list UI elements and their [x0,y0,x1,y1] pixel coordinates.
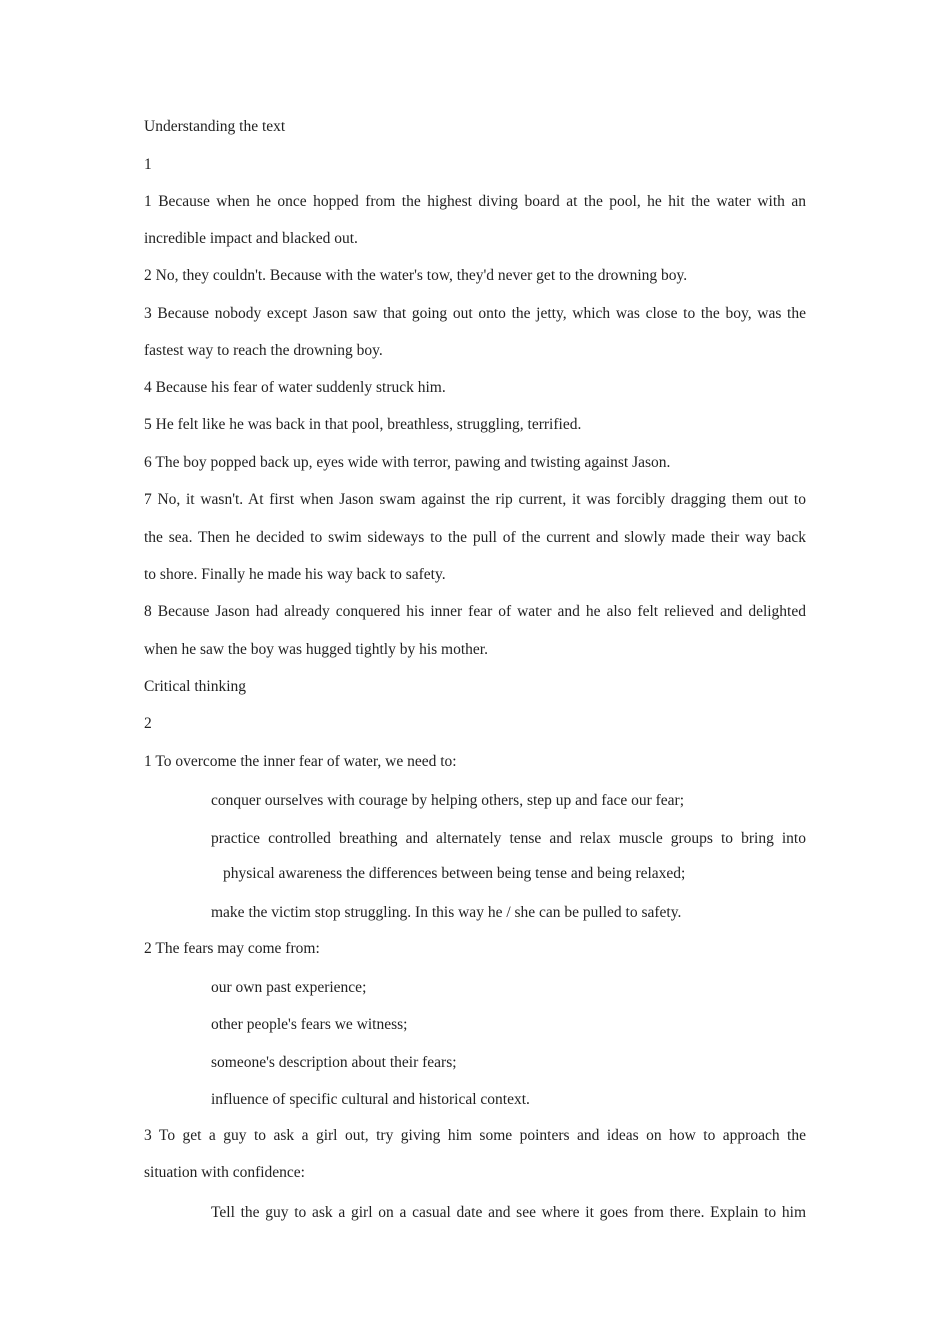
answer-7-line-2: the sea. Then he decided to swim sideways to the pull of the current and slowly made their way back [144,529,806,546]
answer-7-line-1: 7 No, it wasn't. At first when Jason swam against the rip current, it was forcibly dragging them out to [144,491,806,508]
answer-6: 6 The boy popped back up, eyes wide with terror, pawing and twisting against Jason. [144,454,671,471]
answer-8-line-1: 8 Because Jason had already conquered his inner fear of water and he also felt relieved and delighted [144,603,806,620]
question-2-intro: 2 The fears may come from: [144,940,320,957]
answer-5: 5 He felt like he was back in that pool, breathless, struggling, terrified. [144,416,582,433]
section-heading-critical-thinking: Critical thinking [144,678,247,695]
question-1-intro: 1 To overcome the inner fear of water, we need to: [144,753,457,770]
answer-3-line-2: fastest way to reach the drowning boy. [144,342,383,359]
section-number-2: 2 [144,715,152,732]
question-1-bullet-2-line-2: physical awareness the differences between being tense and being relaxed; [223,865,686,882]
answer-1-line-1: 1 Because when he once hopped from the highest diving board at the pool, he hit the water with an [144,193,806,210]
question-2-item-2: other people's fears we witness; [211,1016,408,1033]
section-number-1: 1 [144,156,152,173]
question-2-item-4: influence of specific cultural and historical context. [211,1091,530,1108]
question-1-bullet-2-line-1: practice controlled breathing and alternately tense and relax muscle groups to bring into [211,830,806,847]
answer-8-line-2: when he saw the boy was hugged tightly by his mother. [144,641,488,658]
question-3-intro-line-1: 3 To get a guy to ask a girl out, try giving him some pointers and ideas on how to approach the [144,1127,806,1144]
question-3-intro-line-2: situation with confidence: [144,1164,305,1181]
answer-1-line-2: incredible impact and blacked out. [144,230,358,247]
section-heading-understanding: Understanding the text [144,118,286,135]
answer-2: 2 No, they couldn't. Because with the water's tow, they'd never get to the drowning boy. [144,267,688,284]
question-1-bullet-1: conquer ourselves with courage by helping others, step up and face our fear; [211,792,685,809]
answer-3-line-1: 3 Because nobody except Jason saw that going out onto the jetty, which was close to the boy, was the [144,305,806,322]
question-2-item-3: someone's description about their fears; [211,1054,457,1071]
answer-7-line-3: to shore. Finally he made his way back to safety. [144,566,446,583]
question-1-bullet-3: make the victim stop struggling. In this way he / she can be pulled to safety. [211,904,682,921]
question-2-item-1: our own past experience; [211,979,367,996]
answer-4: 4 Because his fear of water suddenly struck him. [144,379,446,396]
question-3-item-1-line-1: Tell the guy to ask a girl on a casual date and see where it goes from there. Explain to him [211,1204,806,1221]
